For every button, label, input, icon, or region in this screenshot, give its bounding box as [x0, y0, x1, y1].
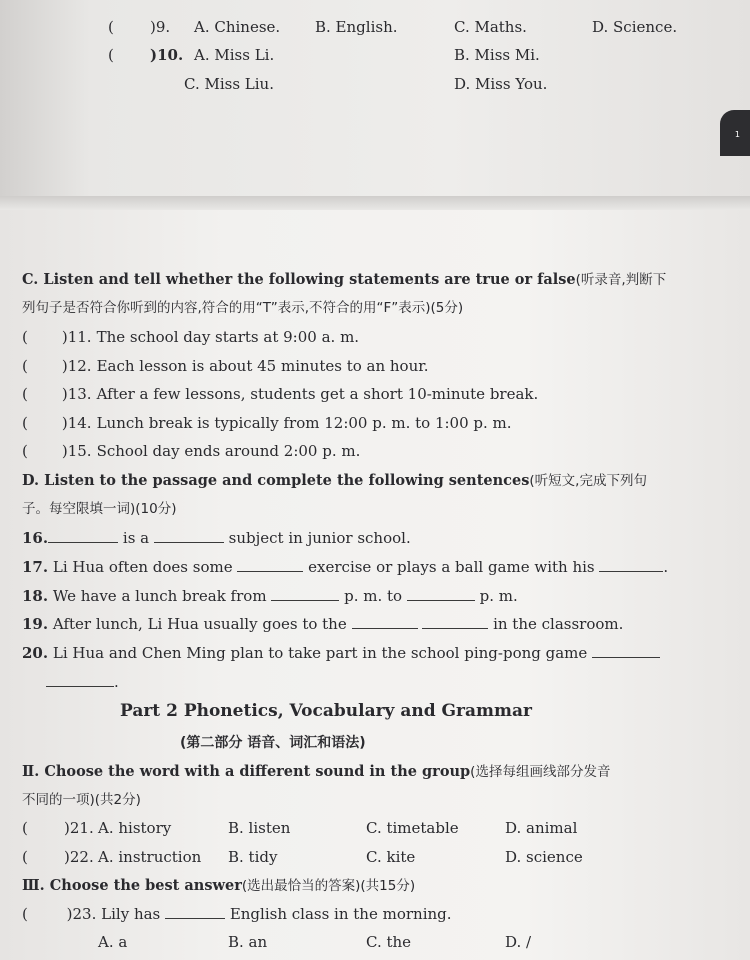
- question-number: )23.: [66, 905, 97, 923]
- answer-bracket[interactable]: (: [108, 46, 114, 64]
- question-number: )21.: [64, 819, 94, 837]
- answer-bracket[interactable]: (: [22, 385, 28, 404]
- page-gap: [0, 196, 750, 210]
- answer-bracket[interactable]: (: [22, 328, 28, 346]
- question-number: )12.: [61, 356, 92, 375]
- option-a: A. instruction: [98, 848, 202, 866]
- section-c-instruction: 列句子是否符合你听到的内容,符合的用“T”表示,不符合的用“F”表示)(5分): [22, 300, 464, 316]
- statement-text: After a few lessons, students get a short 10-minute break.: [96, 385, 539, 404]
- true-false-item: [22, 441, 360, 461]
- answer-bracket[interactable]: (: [108, 18, 114, 36]
- question-number: )9.: [150, 18, 171, 36]
- question-text: Li Hua and Chen Ming plan to take part in the school ping-pong game: [52, 644, 588, 662]
- question-number: )10.: [150, 46, 184, 64]
- question-text: We have a lunch break from: [52, 587, 267, 605]
- option-c: C. Maths.: [454, 18, 527, 36]
- question-text: p. m. to: [344, 587, 403, 605]
- question-20-continued: [46, 672, 119, 692]
- fill-blank[interactable]: [407, 586, 475, 601]
- sentence-end: .: [114, 673, 119, 691]
- section-d-heading: [22, 471, 647, 491]
- question-22: [22, 847, 722, 867]
- question-number: 20.: [22, 644, 49, 662]
- question-number: )13.: [61, 385, 92, 404]
- fill-blank[interactable]: [352, 614, 418, 629]
- option-d: D. /: [505, 933, 532, 951]
- fill-blank[interactable]: [237, 557, 303, 572]
- option-a: A. Miss Li.: [194, 46, 275, 64]
- page-tab: [720, 110, 750, 156]
- option-b: B. tidy: [228, 848, 278, 866]
- fill-blank[interactable]: [154, 528, 224, 543]
- statement-text: Lunch break is typically from 12:00 p. m. to 1:00 p. m.: [96, 413, 512, 432]
- option-b: B. an: [228, 933, 268, 951]
- option-c: C. the: [366, 933, 412, 951]
- fill-blank[interactable]: [165, 904, 225, 919]
- section-c-heading: [22, 270, 666, 290]
- question-number: )11.: [61, 328, 92, 346]
- section-ii-heading-cn: (选择每组画线部分发音: [470, 764, 611, 780]
- question-text: After lunch, Li Hua usually goes to the: [52, 615, 347, 633]
- statement-text: Each lesson is about 45 minutes to an hour.: [96, 356, 429, 375]
- answer-bracket[interactable]: (: [22, 905, 28, 923]
- question-text: in the classroom.: [493, 615, 624, 633]
- section-ii-instruction: 不同的一项)(共2分): [22, 792, 141, 808]
- question-18: [22, 586, 518, 606]
- question-number: 19.: [22, 615, 49, 633]
- question-text: is a: [122, 529, 150, 547]
- option-a: A. a: [98, 933, 128, 951]
- section-iii-heading-en: Ⅲ. Choose the best answer: [22, 877, 242, 894]
- question-17: [22, 557, 668, 577]
- section-d-heading-cn: (听短文,完成下列句: [529, 473, 647, 489]
- question-number: 18.: [22, 587, 49, 605]
- answer-bracket[interactable]: (: [22, 442, 28, 461]
- section-d-instruction: 子。每空限填一词)(10分): [22, 501, 177, 517]
- section-ii-heading: [22, 762, 610, 782]
- question-10: [108, 45, 540, 65]
- question-number: 16.: [22, 529, 49, 547]
- statement-text: The school day starts at 9:00 a. m.: [96, 328, 360, 346]
- question-9: [108, 17, 678, 37]
- fill-blank[interactable]: [599, 557, 663, 572]
- section-iii-heading-cn: (选出最恰当的答案)(共15分): [241, 878, 416, 894]
- option-b: B. English.: [315, 18, 398, 36]
- question-number: 17.: [22, 558, 49, 576]
- option-d: D. Miss You.: [454, 75, 548, 93]
- question-21: [22, 818, 722, 838]
- previous-page-strip: [0, 0, 750, 196]
- section-iii-heading: [22, 876, 415, 896]
- true-false-item: [22, 356, 429, 376]
- question-16: [22, 528, 411, 548]
- question-number: )15.: [61, 442, 92, 461]
- question-text: English class in the morning.: [229, 905, 452, 923]
- part-2-subtitle: (第二部分 语音、词汇和语法): [180, 735, 366, 751]
- section-d-heading-en: D. Listen to the passage and complete the following sentences: [22, 472, 530, 489]
- true-false-item: [22, 384, 538, 404]
- option-c: C. timetable: [366, 819, 459, 837]
- answer-bracket[interactable]: (: [22, 356, 28, 375]
- option-a: A. history: [98, 819, 172, 837]
- option-d: D. Science.: [592, 18, 678, 36]
- fill-blank[interactable]: [46, 672, 114, 687]
- page-tab-label: 1: [734, 130, 740, 139]
- question-text: Li Hua often does some: [52, 558, 233, 576]
- question-20: [22, 643, 660, 663]
- answer-bracket[interactable]: (: [22, 848, 28, 866]
- option-d: D. science: [505, 848, 583, 866]
- question-text: p. m.: [479, 587, 518, 605]
- question-number: )14.: [61, 413, 92, 432]
- answer-bracket[interactable]: (: [22, 819, 28, 837]
- true-false-item: [22, 413, 512, 433]
- question-19: [22, 614, 623, 634]
- question-text: subject in junior school.: [228, 529, 411, 547]
- option-b: B. listen: [228, 819, 291, 837]
- section-c-heading-cn: (听录音,判断下: [575, 272, 667, 288]
- option-c: C. Miss Liu.: [184, 75, 274, 93]
- option-b: B. Miss Mi.: [454, 46, 540, 64]
- question-text: Lily has: [101, 905, 161, 923]
- part-2-title: Part 2 Phonetics, Vocabulary and Grammar: [120, 701, 532, 721]
- question-text: exercise or plays a ball game with his: [308, 558, 595, 576]
- sentence-end: .: [663, 558, 669, 576]
- question-number: )22.: [64, 848, 94, 866]
- question-23: [22, 904, 452, 924]
- option-c: C. kite: [366, 848, 416, 866]
- true-false-item: [22, 327, 359, 347]
- fill-blank[interactable]: [592, 643, 660, 658]
- statement-text: School day ends around 2:00 p. m.: [96, 442, 361, 461]
- option-d: D. animal: [505, 819, 578, 837]
- section-ii-heading-en: Ⅱ. Choose the word with a different sound in the group: [22, 763, 471, 780]
- fill-blank[interactable]: [271, 586, 339, 601]
- fill-blank[interactable]: [48, 528, 118, 543]
- option-a: A. Chinese.: [194, 18, 281, 36]
- fill-blank[interactable]: [422, 614, 488, 629]
- answer-bracket[interactable]: (: [22, 413, 28, 432]
- section-c-heading-en: C. Listen and tell whether the following statements are true or false: [22, 271, 576, 288]
